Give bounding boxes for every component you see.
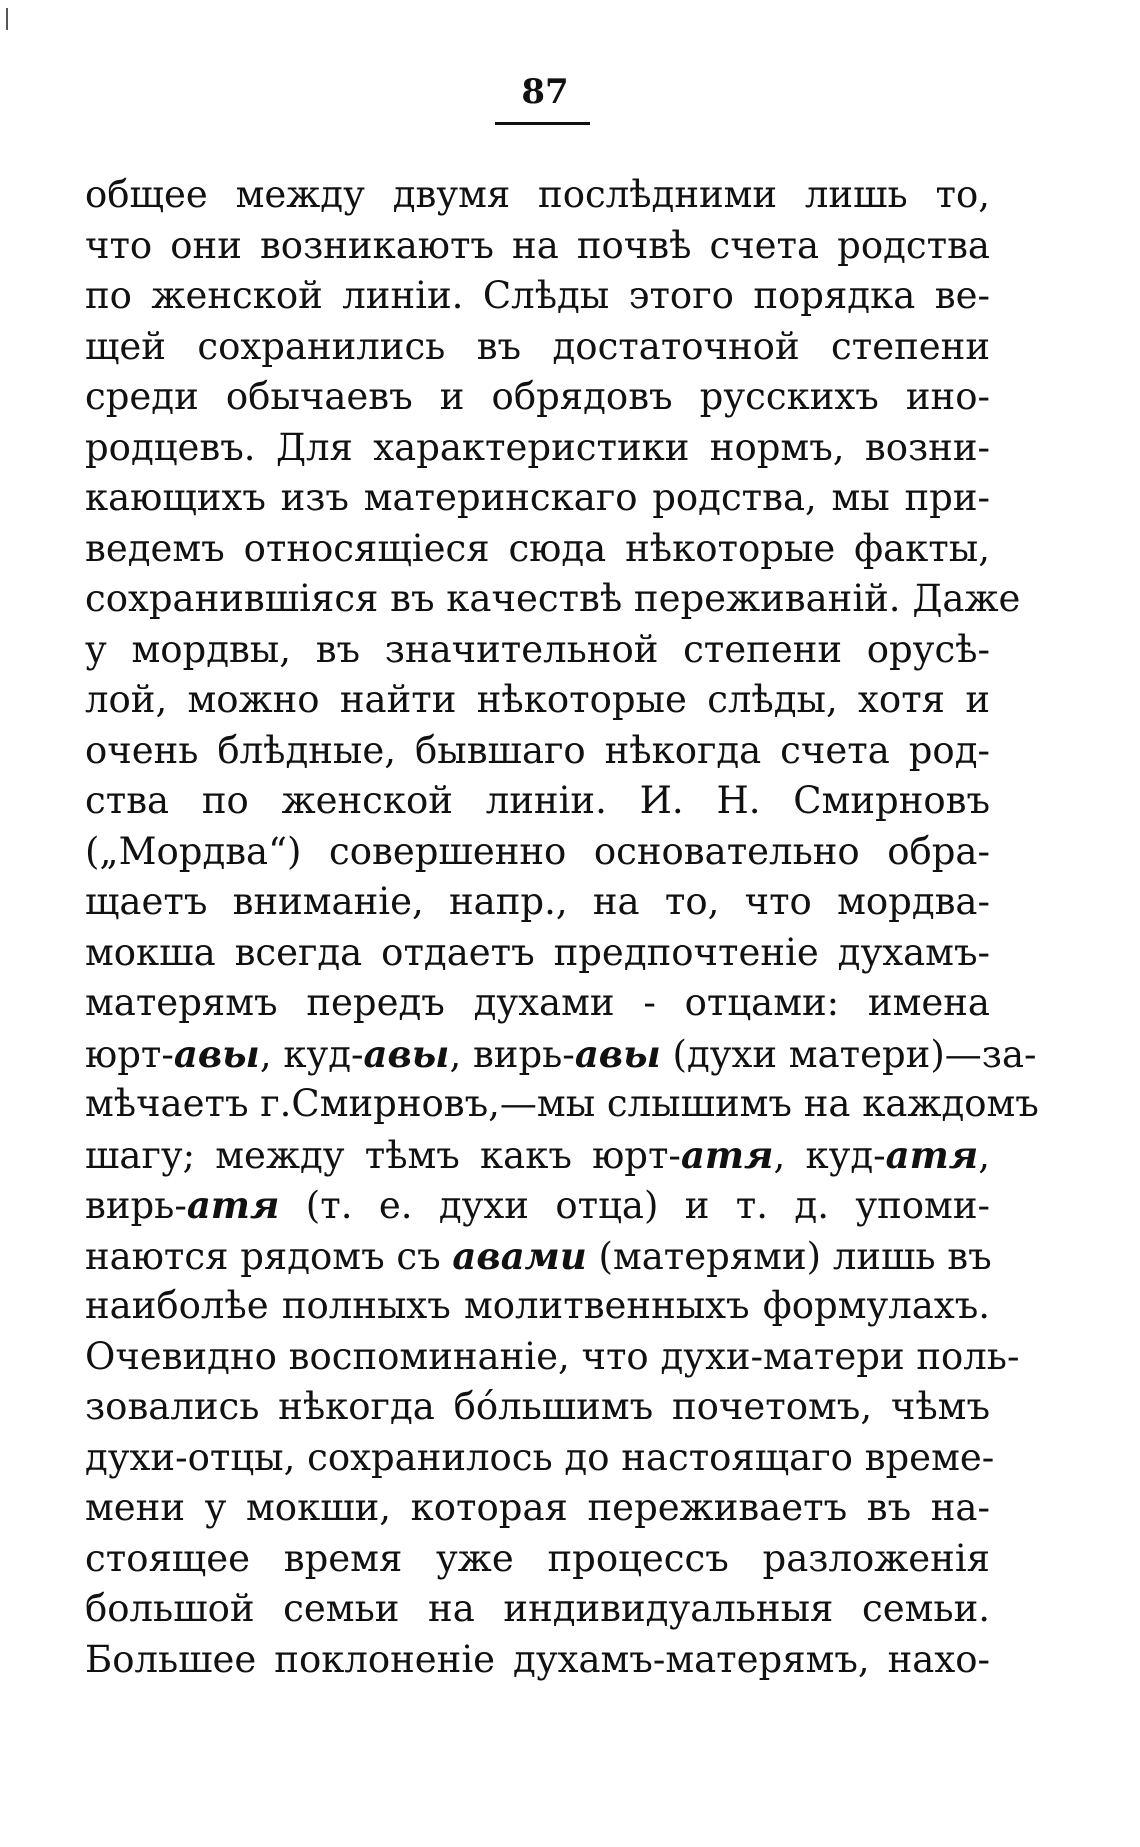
- text-line: сохранившіяся въ качествѣ переживаній. Даже: [85, 577, 1021, 620]
- text-fragment: (т. е. духи отца) и т. д. упоми-: [279, 1184, 990, 1227]
- text-line: большой семьи на индивидуальныя семьи.: [85, 1587, 990, 1630]
- text-line: („Мордва“) совершенно основательно обра-: [85, 829, 990, 873]
- text-line: что они возникаютъ на почвѣ счета родства: [85, 223, 990, 267]
- emphasized-term: авы: [574, 1031, 661, 1076]
- text-line: зовались нѣкогда бо́льшимъ почетомъ, чѣмъ: [85, 1385, 990, 1428]
- text-line: ведемъ относящіеся сюда нѣкоторые факты,: [85, 526, 990, 570]
- text-fragment: (матерями) лишь въ: [586, 1234, 992, 1278]
- scan-edge-mark: [6, 8, 8, 30]
- text-line: стоящее время уже процессъ разложенія: [85, 1536, 990, 1580]
- text-line: лой, можно найти нѣкоторые слѣды, хотя и: [85, 678, 990, 721]
- text-fragment: шагу; между тѣмъ какъ юрт-: [85, 1133, 681, 1177]
- text-line-with-terms: [85, 1180, 990, 1231]
- text-line: мени у мокши, которая переживаетъ въ на-: [85, 1486, 990, 1529]
- body-text: [85, 170, 1039, 1685]
- text-line: щаетъ вниманіе, напр., на то, что мордва-: [85, 880, 990, 923]
- page-number-rule: [495, 122, 590, 125]
- text-line: кающихъ изъ материнскаго родства, мы при-: [85, 476, 990, 519]
- text-fragment: вирь-: [85, 1184, 187, 1227]
- text-fragment: (духи матери)—за-: [660, 1032, 1037, 1076]
- text-fragment: , куд-: [773, 1133, 886, 1177]
- text-line: родцевъ. Для характеристики нормъ, возни-: [85, 425, 990, 469]
- text-line: по женской линіи. Слѣды этого порядка ве-: [85, 274, 990, 317]
- text-line: наиболѣе полныхъ молитвенныхъ формулахъ.: [85, 1284, 990, 1327]
- text-line: у мордвы, въ значительной степени орусѣ-: [85, 627, 990, 671]
- text-line: мѣчаетъ г.Смирновъ,—мы слышимъ на каждомъ: [85, 1082, 1039, 1125]
- text-line-with-terms: [85, 1130, 990, 1181]
- emphasized-term: атя: [680, 1132, 774, 1177]
- text-line: матерямъ передъ духами - отцами: имена: [85, 981, 990, 1024]
- text-line: Очевидно воспоминаніе, что духи-матери поль-: [85, 1334, 1020, 1378]
- text-line: очень блѣдные, бывшаго нѣкогда счета род-: [85, 728, 990, 772]
- text-fragment: , вирь-: [449, 1032, 575, 1076]
- text-fragment: , куд-: [259, 1032, 364, 1076]
- text-fragment: юрт-: [85, 1032, 174, 1076]
- text-fragment: наются рядомъ съ: [85, 1234, 453, 1278]
- text-line: мокша всегда отдаетъ предпочтеніе духамъ-: [85, 930, 990, 974]
- page-number: 87: [521, 72, 569, 112]
- text-line: Большее поклоненіе духамъ-матерямъ, нахо-: [85, 1637, 990, 1681]
- emphasized-term: авами: [452, 1233, 587, 1278]
- emphasized-term: атя: [885, 1132, 979, 1177]
- text-line: щей сохранились въ достаточной степени: [85, 324, 990, 368]
- text-line-with-terms: [85, 1231, 990, 1282]
- emphasized-term: авы: [173, 1031, 260, 1076]
- text-line-with-terms: [85, 1029, 1037, 1080]
- text-fragment: ,: [978, 1133, 990, 1177]
- text-line: общее между двумя послѣдними лишь то,: [85, 173, 990, 216]
- text-line: ства по женской линіи. И. Н. Смирновъ: [85, 779, 990, 822]
- emphasized-term: атя: [186, 1183, 280, 1227]
- text-line: среди обычаевъ и обрядовъ русскихъ ино-: [85, 375, 990, 418]
- text-line: духи-отцы, сохранилось до настоящаго време-: [85, 1435, 995, 1479]
- emphasized-term: авы: [363, 1031, 450, 1076]
